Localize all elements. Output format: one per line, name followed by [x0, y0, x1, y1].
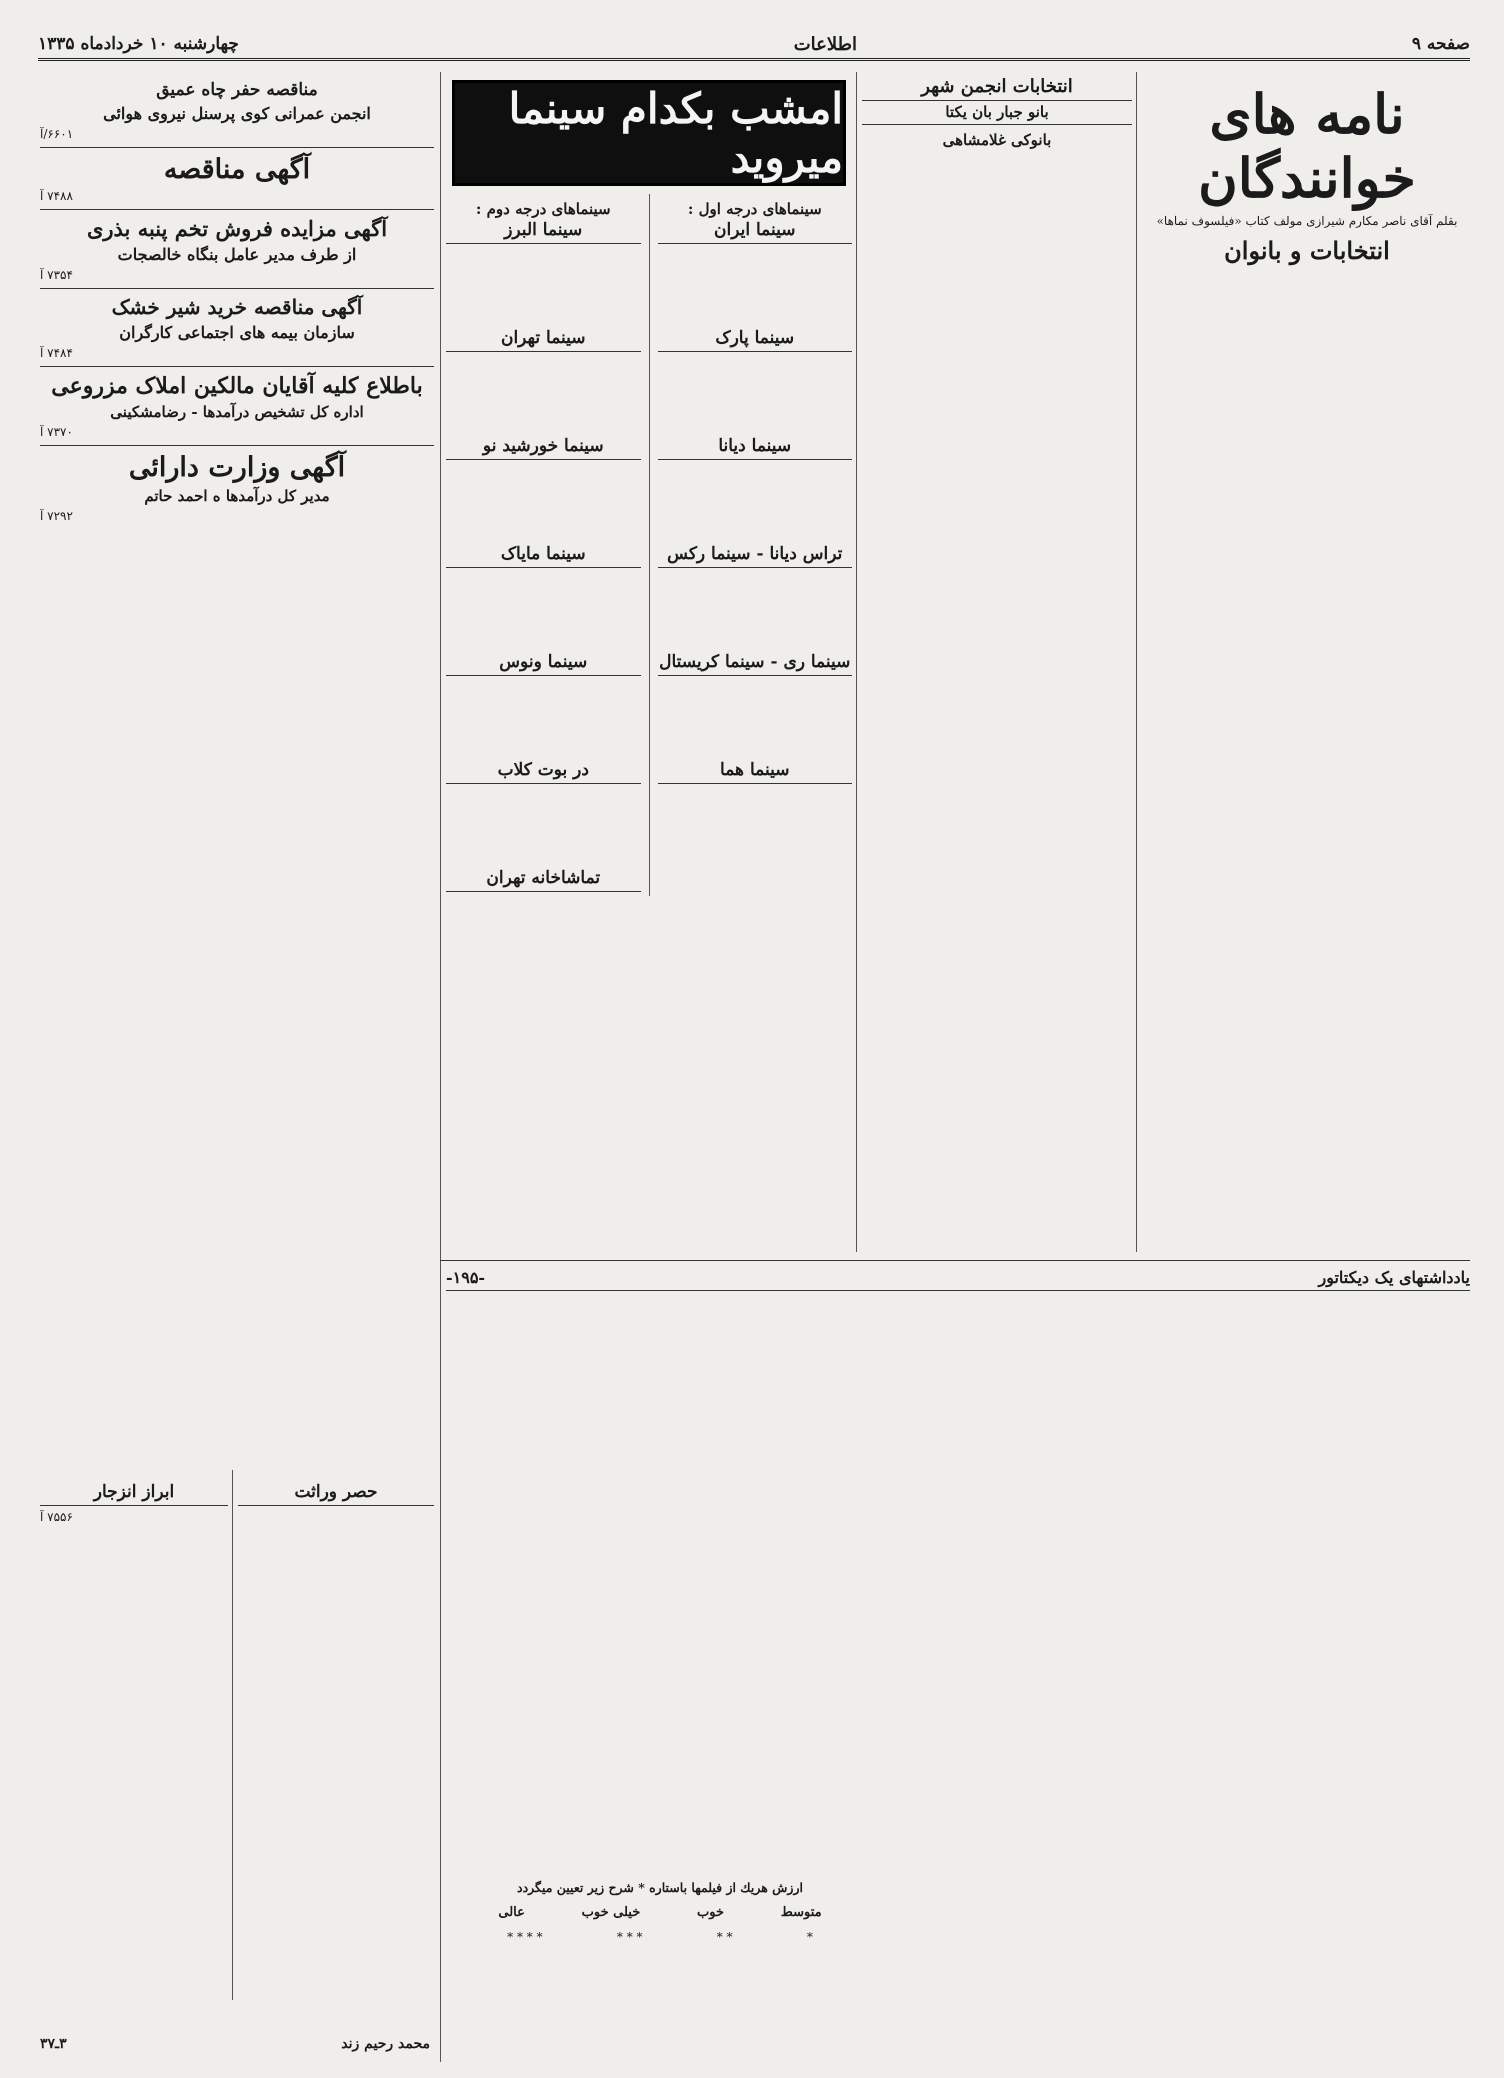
heirs-notice-title: حصر وراثت	[238, 1482, 434, 1506]
legend-stars: * *	[716, 1930, 733, 1944]
column-divider	[440, 72, 441, 2062]
cinema-tamasha: تماشاخانه تهران	[446, 868, 641, 892]
cinema-cristal: سینما ری - سینما کریستال	[658, 652, 853, 676]
reader-letters-column	[1144, 76, 1470, 1256]
legend-stars: *	[806, 1930, 813, 1944]
tender-notice-title: آگهی مناقصه	[163, 154, 311, 185]
section-divider	[440, 1260, 1470, 1261]
serial-section	[446, 1268, 1470, 1868]
legend-stars: * * * *	[507, 1930, 543, 1944]
legend-label: خوب	[697, 1905, 725, 1920]
first-class-heading: سینماهای درجه اول :	[687, 200, 822, 218]
footer-name: محمد رحیم زند	[341, 2036, 430, 2052]
page-number: صفحه ۹	[1411, 34, 1470, 54]
column-divider	[232, 1470, 233, 2000]
cinema-subcol-left	[446, 194, 641, 896]
legend-stars: * * *	[616, 1930, 643, 1944]
notice-rule	[40, 445, 434, 446]
milk-notice-title: آگهی مناقصه خرید شیر خشک	[111, 295, 363, 319]
notice-code: ۷۴۸۴ آ	[40, 346, 73, 360]
footer-left	[40, 2034, 430, 2054]
auction-notice-sig: از طرف مدیر عامل بنگاه خالصجات	[117, 245, 357, 264]
milk-notice-sig: سازمان بیمه های اجتماعی کارگران	[119, 323, 355, 342]
cinema-tivoli: سینما هما	[658, 760, 853, 784]
women-subhead: بانو جبار بان یکتا	[862, 103, 1132, 125]
footer-code: ۳ـ۳۷	[40, 2036, 67, 2052]
cinema-darbar: در بوت کلاب	[446, 760, 641, 784]
letters-byline: بقلم آقای ناصر مکارم شیرازی مولف کتاب «فیلسوف نماها»	[1156, 214, 1458, 228]
column-divider	[1136, 72, 1137, 1252]
owners-notice-title: باطلاع کلیه آقایان مالکین املاک مزروعی	[51, 373, 423, 399]
paper-name: اطلاعات	[793, 33, 857, 55]
notices-column	[40, 76, 434, 1476]
serial-number: -۱۹۵-	[446, 1268, 486, 1287]
notice-rule	[40, 147, 434, 148]
disown-notice	[40, 1478, 228, 1998]
issue-date: چهارشنبه ۱۰ خردادماه ۱۳۳۵	[38, 34, 239, 54]
council-column	[862, 76, 1132, 1256]
column-divider	[856, 72, 857, 1252]
second-class-heading: سینماهای درجه دوم :	[475, 200, 611, 218]
auction-notice-title: آگهی مزایده فروش تخم پنبه بذری	[86, 216, 388, 241]
cinema-column	[446, 76, 852, 1256]
legend-label: عالی	[498, 1905, 525, 1920]
cinema-diana: سینما دیانا	[658, 436, 853, 460]
letters-title: نامه های خوانندگان	[1198, 82, 1416, 210]
cinema-tehran: سینما تهران	[446, 328, 641, 352]
notice-code: ۶۶۰۱/آ	[40, 127, 74, 141]
cinema-khorshid: سینما خورشید نو	[446, 436, 641, 460]
cinema-rex: تراس دیانا - سینما رکس	[658, 544, 853, 568]
cinema-park: سینما پارک	[658, 328, 853, 352]
well-notice-title: مناقصه حفر چاه عمیق	[156, 80, 318, 100]
cinema-mayak: سینما مایاک	[446, 544, 641, 568]
disown-notice-title: ابراز انزجار	[40, 1482, 228, 1506]
cinema-venus: سینما ونوس	[446, 652, 641, 676]
notice-code: ۷۳۷۰ آ	[40, 425, 73, 439]
cinema-banner: امشب بکدام سینما میروید	[452, 80, 846, 186]
council-title: انتخابات انجمن شهر	[862, 76, 1132, 101]
legend-label: متوسط	[780, 1905, 822, 1920]
notice-rule	[40, 209, 434, 210]
cinema-subcol-right	[658, 194, 853, 896]
notice-code: ۷۲۹۲ آ	[40, 509, 73, 523]
notice-rule	[40, 288, 434, 289]
well-notice-sig: انجمن عمرانی کوی پرسنل نیروی هوائی	[103, 104, 371, 123]
masthead	[38, 30, 1470, 61]
legend-title: ارزش هریك از فیلمها باستاره * شرح زیر تعیین میگردد	[517, 1880, 803, 1895]
letters-subhead: انتخابات و بانوان	[1224, 236, 1390, 265]
serial-title: یادداشتهای یک دیکتاتور	[1318, 1268, 1470, 1287]
cinema-iran: سینما ایران	[658, 220, 853, 244]
heirs-notice	[238, 1478, 434, 1998]
owners-notice-sig: اداره کل تشخیص درآمدها - رضامشکینی	[110, 403, 364, 421]
finance-notice-title: آگهی وزارت دارائی	[128, 452, 346, 483]
legend-label: خیلی خوب	[581, 1905, 641, 1920]
cinema-divider	[649, 194, 650, 896]
notice-rule	[40, 366, 434, 367]
signature-subhead: بانوکی غلامشاهی	[942, 131, 1052, 149]
notice-code: ۷۵۵۶ آ	[40, 1510, 73, 1524]
notice-code: ۷۴۸۸ آ	[40, 189, 73, 203]
cinema-alborz: سینما البرز	[446, 220, 641, 244]
notice-code: ۷۳۵۴ آ	[40, 268, 73, 282]
finance-notice-sig: مدیر کل درآمدها ه احمد حاتم	[144, 487, 330, 505]
rating-legend	[470, 1880, 850, 2030]
